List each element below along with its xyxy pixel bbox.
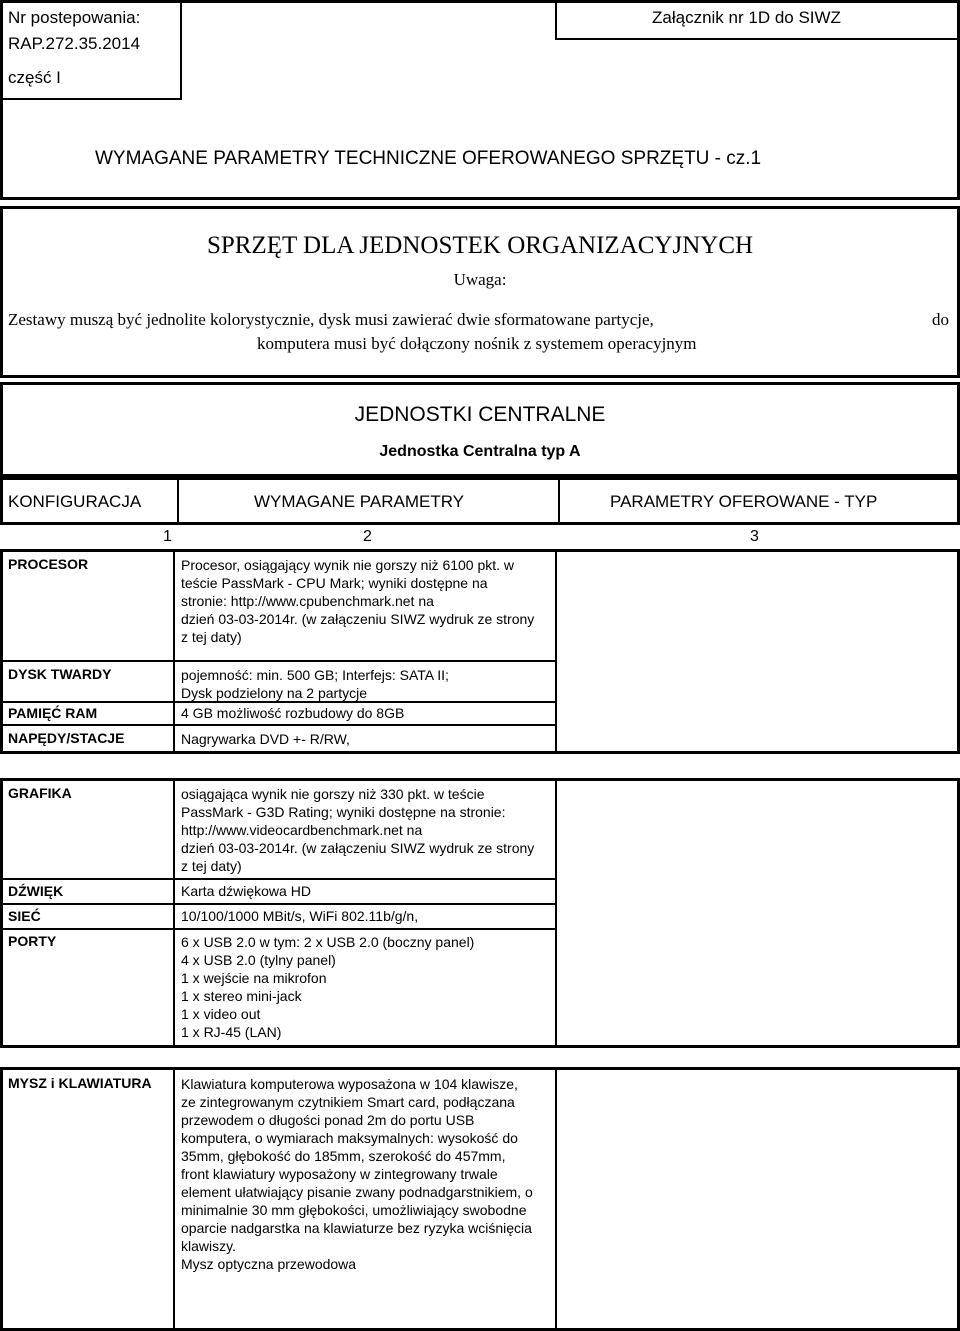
siec-line: 10/100/1000 MBit/s, WiFi 802.11b/g/n,: [181, 908, 419, 924]
porty-line: 1 x RJ-45 (LAN): [181, 1024, 282, 1040]
header-rule: [0, 98, 180, 100]
ram-value: [181, 704, 404, 722]
block-1-rule-1: [0, 660, 555, 662]
header-rule-right: [555, 38, 960, 40]
mysz-label: MYSZ i KLAWIATURA: [8, 1075, 152, 1091]
column-config: KONFIGURACJA: [8, 492, 142, 511]
header-divider: [180, 0, 182, 100]
dysk-line: Dysk podzielony na 2 partycje: [181, 685, 367, 701]
porty-label: PORTY: [8, 933, 57, 949]
ram-label: PAMIĘĆ RAM: [8, 705, 98, 721]
porty-line: 1 x stereo mini-jack: [181, 988, 302, 1004]
ram-line: 4 GB możliwość rozbudowy do 8GB: [181, 705, 405, 721]
block-2-rule-3: [0, 928, 555, 930]
grafika-label: GRAFIKA: [8, 785, 72, 801]
porty-line: 4 x USB 2.0 (tylny panel): [181, 952, 336, 968]
unit-box: [0, 382, 960, 477]
porty-line: 6 x USB 2.0 w tym: 2 x USB 2.0 (boczny panel): [181, 934, 475, 950]
block-3-divider-2: [555, 1067, 557, 1331]
block-1-divider-2: [555, 549, 557, 754]
dzwiek-line: Karta dźwiękowa HD: [181, 883, 311, 899]
section-title: SPRZĘT DLA JEDNOSTEK ORGANIZACYJNYCH: [206, 232, 754, 259]
dysk-label: DYSK TWARDY: [8, 666, 112, 682]
porty-value: [181, 933, 474, 1041]
procesor-label: PROCESOR: [8, 556, 89, 572]
grafika-line: http://www.videocardbenchmark.net na: [181, 822, 423, 838]
grafika-line: osiągająca wynik nie gorszy niż 330 pkt. w teście: [181, 786, 485, 802]
block-1-rule-3: [0, 724, 555, 726]
dzwiek-label: DŹWIĘK: [8, 883, 64, 899]
column-number-3: 3: [750, 528, 759, 545]
grafika-value: [181, 785, 534, 875]
procesor-line: Procesor, osiągający wynik nie gorszy niż 6100 pkt. w: [181, 557, 515, 573]
porty-line: 1 x wejście na mikrofon: [181, 970, 327, 986]
case-label: Nr postepowania:: [8, 8, 141, 27]
mysz-line: komputera, o wymiarach maksymalnych: wysokość do: [181, 1130, 518, 1146]
siec-value: [181, 907, 418, 925]
napedy-line: Nagrywarka DVD +- R/RW,: [181, 731, 350, 747]
procesor-value: [181, 556, 534, 646]
procesor-line: dzień 03-03-2014r. (w załączeniu SIWZ wydruk ze strony: [181, 611, 535, 627]
porty-line: 1 x video out: [181, 1006, 261, 1022]
header-box: [0, 0, 960, 200]
main-title: WYMAGANE PARAMETRY TECHNICZNE OFEROWANEGO SPRZĘTU - cz.1: [95, 148, 762, 169]
mysz-line: minimalnie 30 mm głębokości, umożliwiający swobodne: [181, 1202, 527, 1218]
column-number-2: 2: [363, 528, 372, 545]
dzwiek-value: [181, 882, 311, 900]
procesor-line: z tej daty): [181, 629, 242, 645]
dysk-value: [181, 666, 449, 702]
grafika-line: z tej daty): [181, 858, 242, 874]
note-line1: Zestawy muszą być jednolite kolorystycznie, dysk musi zawierać dwie sformatowane partycje,: [8, 310, 654, 329]
note-line2: komputera musi być dołączony nośnik z systemem operacyjnym: [257, 334, 697, 353]
mysz-line: front klawiatury wyposażony w zintegrowany trwale: [181, 1166, 498, 1182]
procesor-line: stronie: http://www.cpubenchmark.net na: [181, 593, 434, 609]
attachment-label: Załącznik nr 1D do SIWZ: [652, 8, 841, 27]
mysz-line: element ułatwiający pisanie zwany podnadgarstnikiem, o: [181, 1184, 533, 1200]
block-2-divider-2: [555, 778, 557, 1048]
block-2-rule-2: [0, 903, 555, 905]
unit-title: JEDNOSTKI CENTRALNE: [354, 403, 606, 426]
mysz-line: ze zintegrowanym czytnikiem Smart card, podłączana: [181, 1094, 515, 1110]
note-label: Uwaga:: [453, 270, 507, 289]
grafika-line: PassMark - G3D Rating; wyniki dostępne na stronie:: [181, 804, 506, 820]
napedy-label: NAPĘDY/STACJE: [8, 730, 125, 746]
column-offered: PARAMETRY OFEROWANE - TYP: [610, 492, 878, 511]
column-required: WYMAGANE PARAMETRY: [254, 492, 465, 511]
mysz-line: klawiszy.: [181, 1238, 236, 1254]
mysz-value: [181, 1075, 533, 1273]
procesor-line: teście PassMark - CPU Mark; wyniki dostępne na: [181, 575, 488, 591]
column-divider-1: [177, 477, 179, 525]
grafika-line: dzień 03-03-2014r. (w załączeniu SIWZ wydruk ze strony: [181, 840, 535, 856]
column-divider-2: [558, 477, 560, 525]
block-2-rule-1: [0, 878, 555, 880]
unit-subtitle: Jednostka Centralna typ A: [379, 443, 581, 460]
mysz-line: Mysz optyczna przewodowa: [181, 1256, 357, 1272]
dysk-line: pojemność: min. 500 GB; Interfejs: SATA II;: [181, 667, 449, 683]
part-label: część I: [8, 68, 61, 87]
mysz-line: 35mm, głębokość do 185mm, szerokość do 457mm,: [181, 1148, 506, 1164]
siec-label: SIEĆ: [8, 908, 41, 924]
mysz-line: przewodem o długości ponad 2m do portu USB: [181, 1112, 475, 1128]
block-2-divider-1: [173, 778, 175, 1048]
block-3-divider-1: [173, 1067, 175, 1331]
napedy-value: [181, 730, 350, 748]
header-divider-right: [555, 0, 557, 40]
mysz-line: Klawiatura komputerowa wyposażona w 104 klawisze,: [181, 1076, 518, 1092]
mysz-line: oparcie nadgarstka na klawiaturze bez ryzyka wciśnięcia: [181, 1220, 532, 1236]
case-number: RAP.272.35.2014: [8, 34, 141, 53]
note-do: do: [932, 310, 949, 329]
column-number-1: 1: [163, 528, 172, 545]
